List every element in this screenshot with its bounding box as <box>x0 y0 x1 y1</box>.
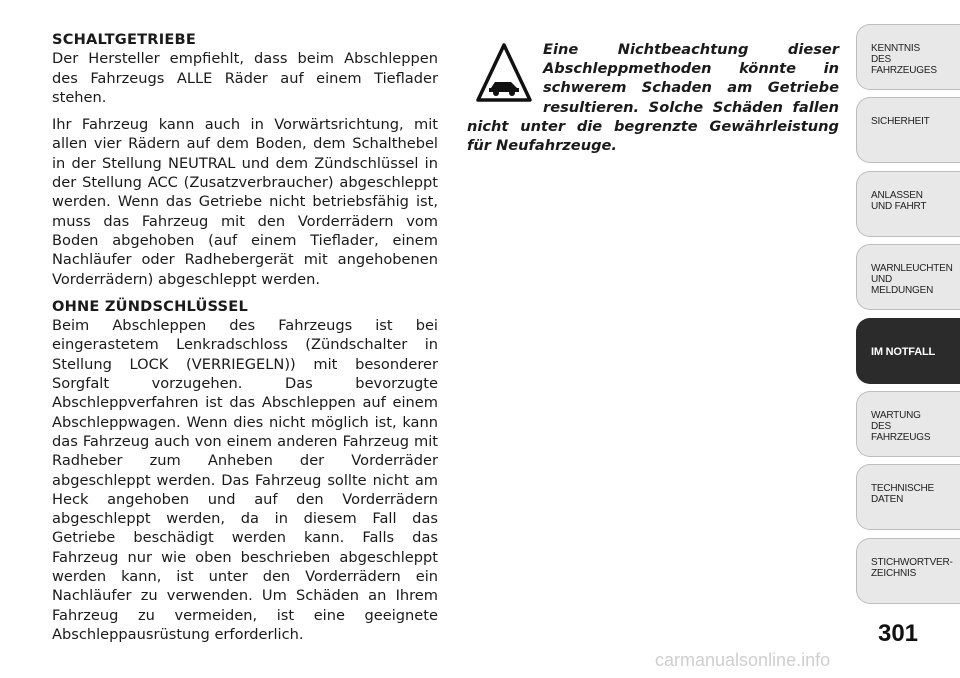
tab-sicherheit[interactable]: SICHERHEIT <box>856 97 960 163</box>
warning-text: Eine Nichtbeachtung dieser Abschleppmethoden könnte in schwerem Schaden am Getriebe resultieren. Solche Schäden fallen nicht unter die begrenzte Gewährleistung für Neufahrzeuge. <box>467 41 839 155</box>
section-heading-schaltgetriebe: SCHALTGETRIEBE <box>52 31 196 48</box>
tab-technische-daten[interactable]: TECHNISCHE DATEN <box>856 464 960 530</box>
tab-warnleuchten-und-meldungen[interactable]: WARNLEUCHTEN UND MELDUNGEN <box>856 244 960 310</box>
section-heading-ohne-zuendschluessel: OHNE ZÜNDSCHLÜSSEL <box>52 297 248 315</box>
tab-wartung-des-fahrzeugs[interactable]: WARTUNG DES FAHRZEUGS <box>856 391 960 457</box>
chapter-tabs <box>856 24 960 611</box>
tab-im-notfall[interactable]: IM NOTFALL <box>856 318 960 384</box>
page-number: 301 <box>877 620 919 647</box>
car-warning-triangle-icon <box>475 42 533 104</box>
tab-stichwortverzeichnis[interactable]: STICHWORTVER- ZEICHNIS <box>856 538 960 604</box>
tab-anlassen-und-fahrt[interactable]: ANLASSEN UND FAHRT <box>856 171 960 237</box>
paragraph-forward-towing: Ihr Fahrzeug kann auch in Vorwärtsrichtung, mit allen vier Rädern auf dem Boden, dem Schalthebel in der Stellung NEUTRAL und dem Zündschlüssel in der Stellung ACC (Zusatzverbraucher) abgeschleppt werden. Wenn das Getriebe nicht betriebsfähig ist, muss das Fahrzeug mit den Vorderrädern vom Boden abgehoben (auf einem Tieflader, einem Nachläufer oder Radhebergerät mit angehobenen Vorderrädern) abgeschleppt werden. <box>52 116 438 288</box>
watermark: carmanualsonline.info <box>655 650 831 670</box>
warning-box <box>467 40 839 155</box>
main-text-column <box>52 30 438 652</box>
paragraph-recommendation: Der Hersteller empfiehlt, dass beim Abschleppen des Fahrzeugs ALLE Räder auf einem Tieflader stehen. <box>52 50 438 106</box>
tab-kenntnis-des-fahrzeuges[interactable]: KENNTNIS DES FAHRZEUGES <box>856 24 960 90</box>
paragraph-no-key-towing: Beim Abschleppen des Fahrzeugs ist bei eingerastetem Lenkradschloss (Zündschalter in Stellung LOCK (VERRIEGELN)) mit besonderer Sorgfalt vorzugehen. Das bevorzugte Abschleppverfahren ist das Abschleppen auf einem Abschleppwagen. Wenn dies nicht möglich ist, kann das Fahrzeug auch von einem anderen Fahrzeug mit Radheber zum Anheben der Vorderräder abgeschleppt werden. Das Fahrzeug sollte nicht am Heck angehoben und auf den Vorderrädern abgeschleppt werden, da in diesem Fall das Getriebe beschädigt werden kann. Falls das Fahrzeug nur wie oben beschrieben abgeschleppt werden kann, ist unter den Vorderrädern ein Nachläufer zu verwenden. Um Schäden an Ihrem Fahrzeug zu vermeiden, ist eine geeignete Abschleppausrüstung erforderlich. <box>52 317 438 643</box>
